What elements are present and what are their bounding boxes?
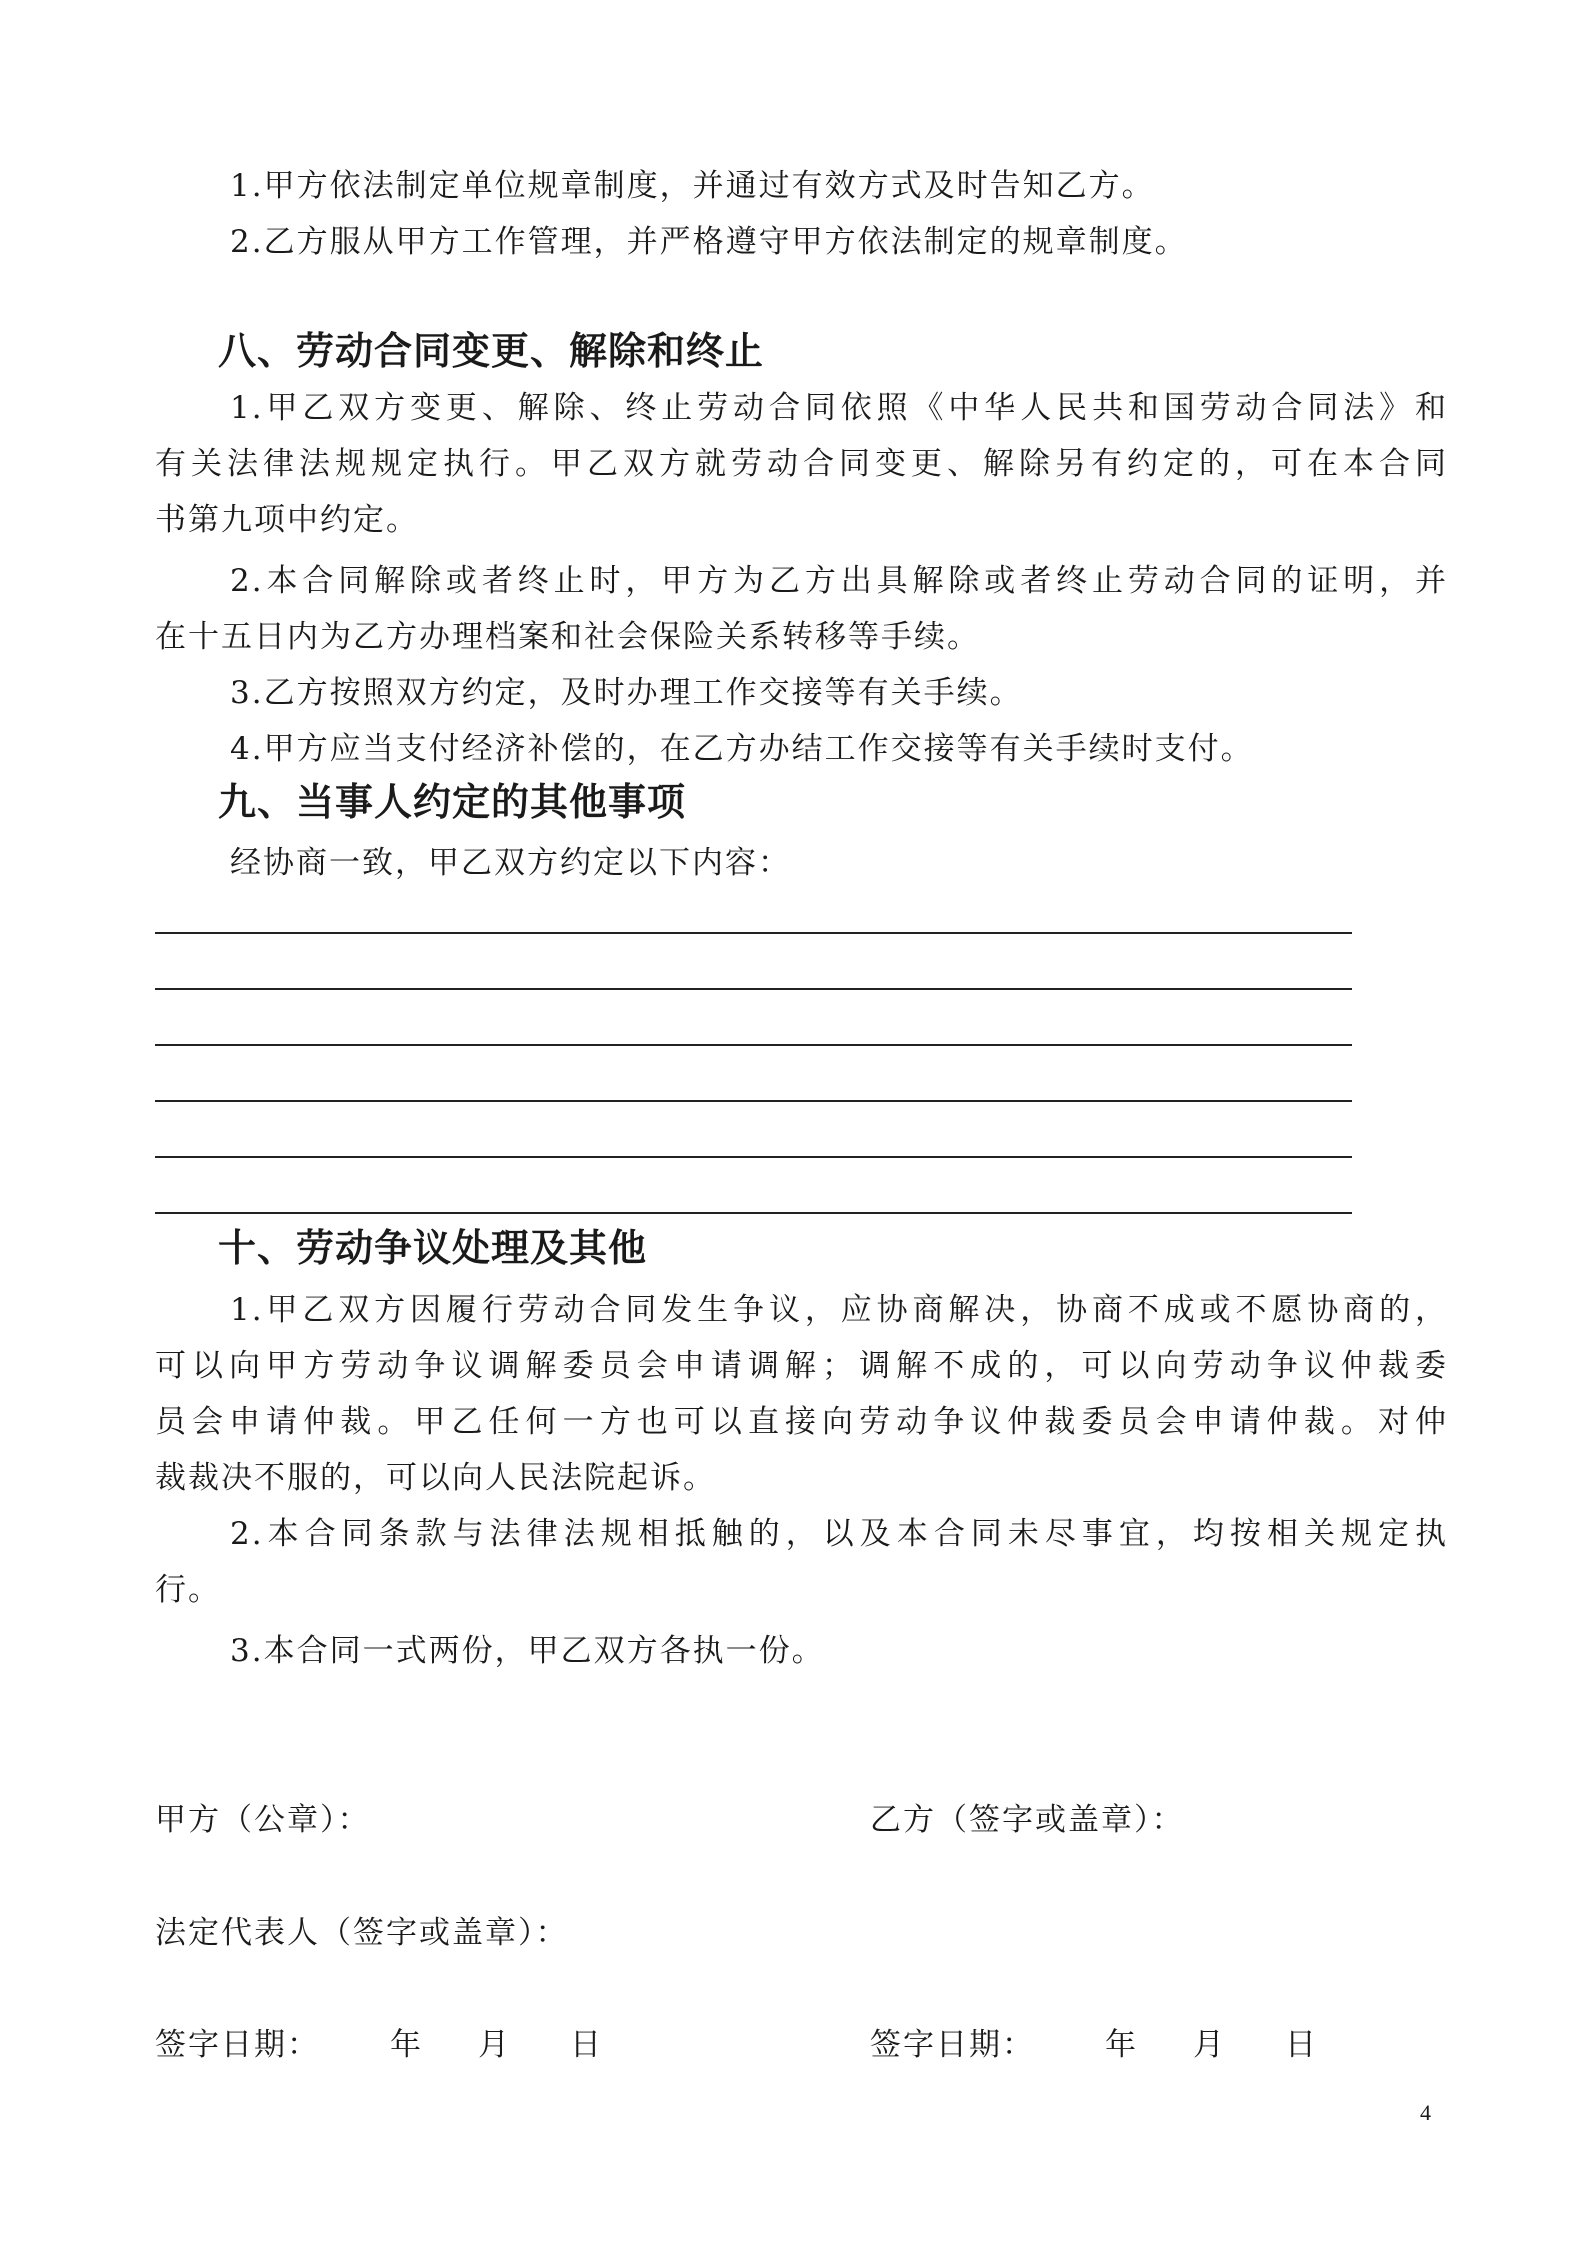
section7-item-2: 2.乙方服从甲方工作管理，并严格遵守甲方依法制定的规章制度。: [230, 224, 1188, 260]
party-a-date-label: 签字日期：: [155, 2027, 320, 2063]
party-b-date-day: 日: [1285, 2027, 1318, 2063]
party-b-date-year: 年: [1105, 2027, 1138, 2063]
section10-item-1-line2: 可以向甲方劳动争议调解委员会申请调解；调解不成的，可以向劳动争议仲裁委: [155, 1348, 1448, 1384]
section10-item-2-line1: 2.本合同条款与法律法规相抵触的，以及本合同未尽事宜，均按相关规定执: [230, 1516, 1448, 1552]
section9-intro: 经协商一致，甲乙双方约定以下内容：: [230, 845, 791, 881]
blank-line-3: [155, 1044, 1352, 1046]
section7-item-1: 1.甲方依法制定单位规章制度，并通过有效方式及时告知乙方。: [230, 168, 1155, 204]
blank-line-4: [155, 1100, 1352, 1102]
section8-item-2-line2: 在十五日内为乙方办理档案和社会保险关系转移等手续。: [155, 619, 980, 655]
section10-item-3: 3.本合同一式两份，甲乙双方各执一份。: [230, 1633, 825, 1669]
party-a-date-day: 日: [570, 2027, 603, 2063]
blank-line-5: [155, 1156, 1352, 1158]
section8-heading: 八、劳动合同变更、解除和终止: [218, 329, 765, 373]
party-b-date-month: 月: [1193, 2027, 1226, 2063]
party-a-date-month: 月: [478, 2027, 511, 2063]
section10-item-1-line3: 员会申请仲裁。甲乙任何一方也可以直接向劳动争议仲裁委员会申请仲裁。对仲: [155, 1404, 1448, 1440]
section10-heading: 十、劳动争议处理及其他: [218, 1226, 648, 1270]
page-number: 4: [1420, 2100, 1431, 2125]
blank-line-2: [155, 988, 1352, 990]
party-b-date-label: 签字日期：: [870, 2027, 1035, 2063]
section8-item-1-line2: 有关法律法规规定执行。甲乙双方就劳动合同变更、解除另有约定的，可在本合同: [155, 446, 1448, 482]
party-a-seal-label: 甲方（公章）：: [155, 1802, 371, 1838]
section10-item-1-line1: 1.甲乙双方因履行劳动合同发生争议，应协商解决，协商不成或不愿协商的，: [230, 1292, 1448, 1328]
section8-item-4: 4.甲方应当支付经济补偿的，在乙方办结工作交接等有关手续时支付。: [230, 731, 1254, 767]
section9-heading: 九、当事人约定的其他事项: [218, 780, 687, 824]
blank-line-1: [155, 932, 1352, 934]
legal-representative-label: 法定代表人（签字或盖章）：: [155, 1915, 569, 1951]
section10-item-1-line4: 裁裁决不服的，可以向人民法院起诉。: [155, 1460, 716, 1496]
section10-item-2-line2: 行。: [155, 1572, 221, 1608]
section8-item-1-line3: 书第九项中约定。: [155, 502, 419, 538]
section8-item-1-line1: 1.甲乙双方变更、解除、终止劳动合同依照《中华人民共和国劳动合同法》和: [230, 390, 1448, 426]
party-b-signature-label: 乙方（签字或盖章）：: [870, 1802, 1185, 1838]
blank-line-6: [155, 1212, 1352, 1214]
section8-item-2-line1: 2.本合同解除或者终止时，甲方为乙方出具解除或者终止劳动合同的证明，并: [230, 563, 1448, 599]
section8-item-3: 3.乙方按照双方约定，及时办理工作交接等有关手续。: [230, 675, 1023, 711]
party-a-date-year: 年: [390, 2027, 423, 2063]
